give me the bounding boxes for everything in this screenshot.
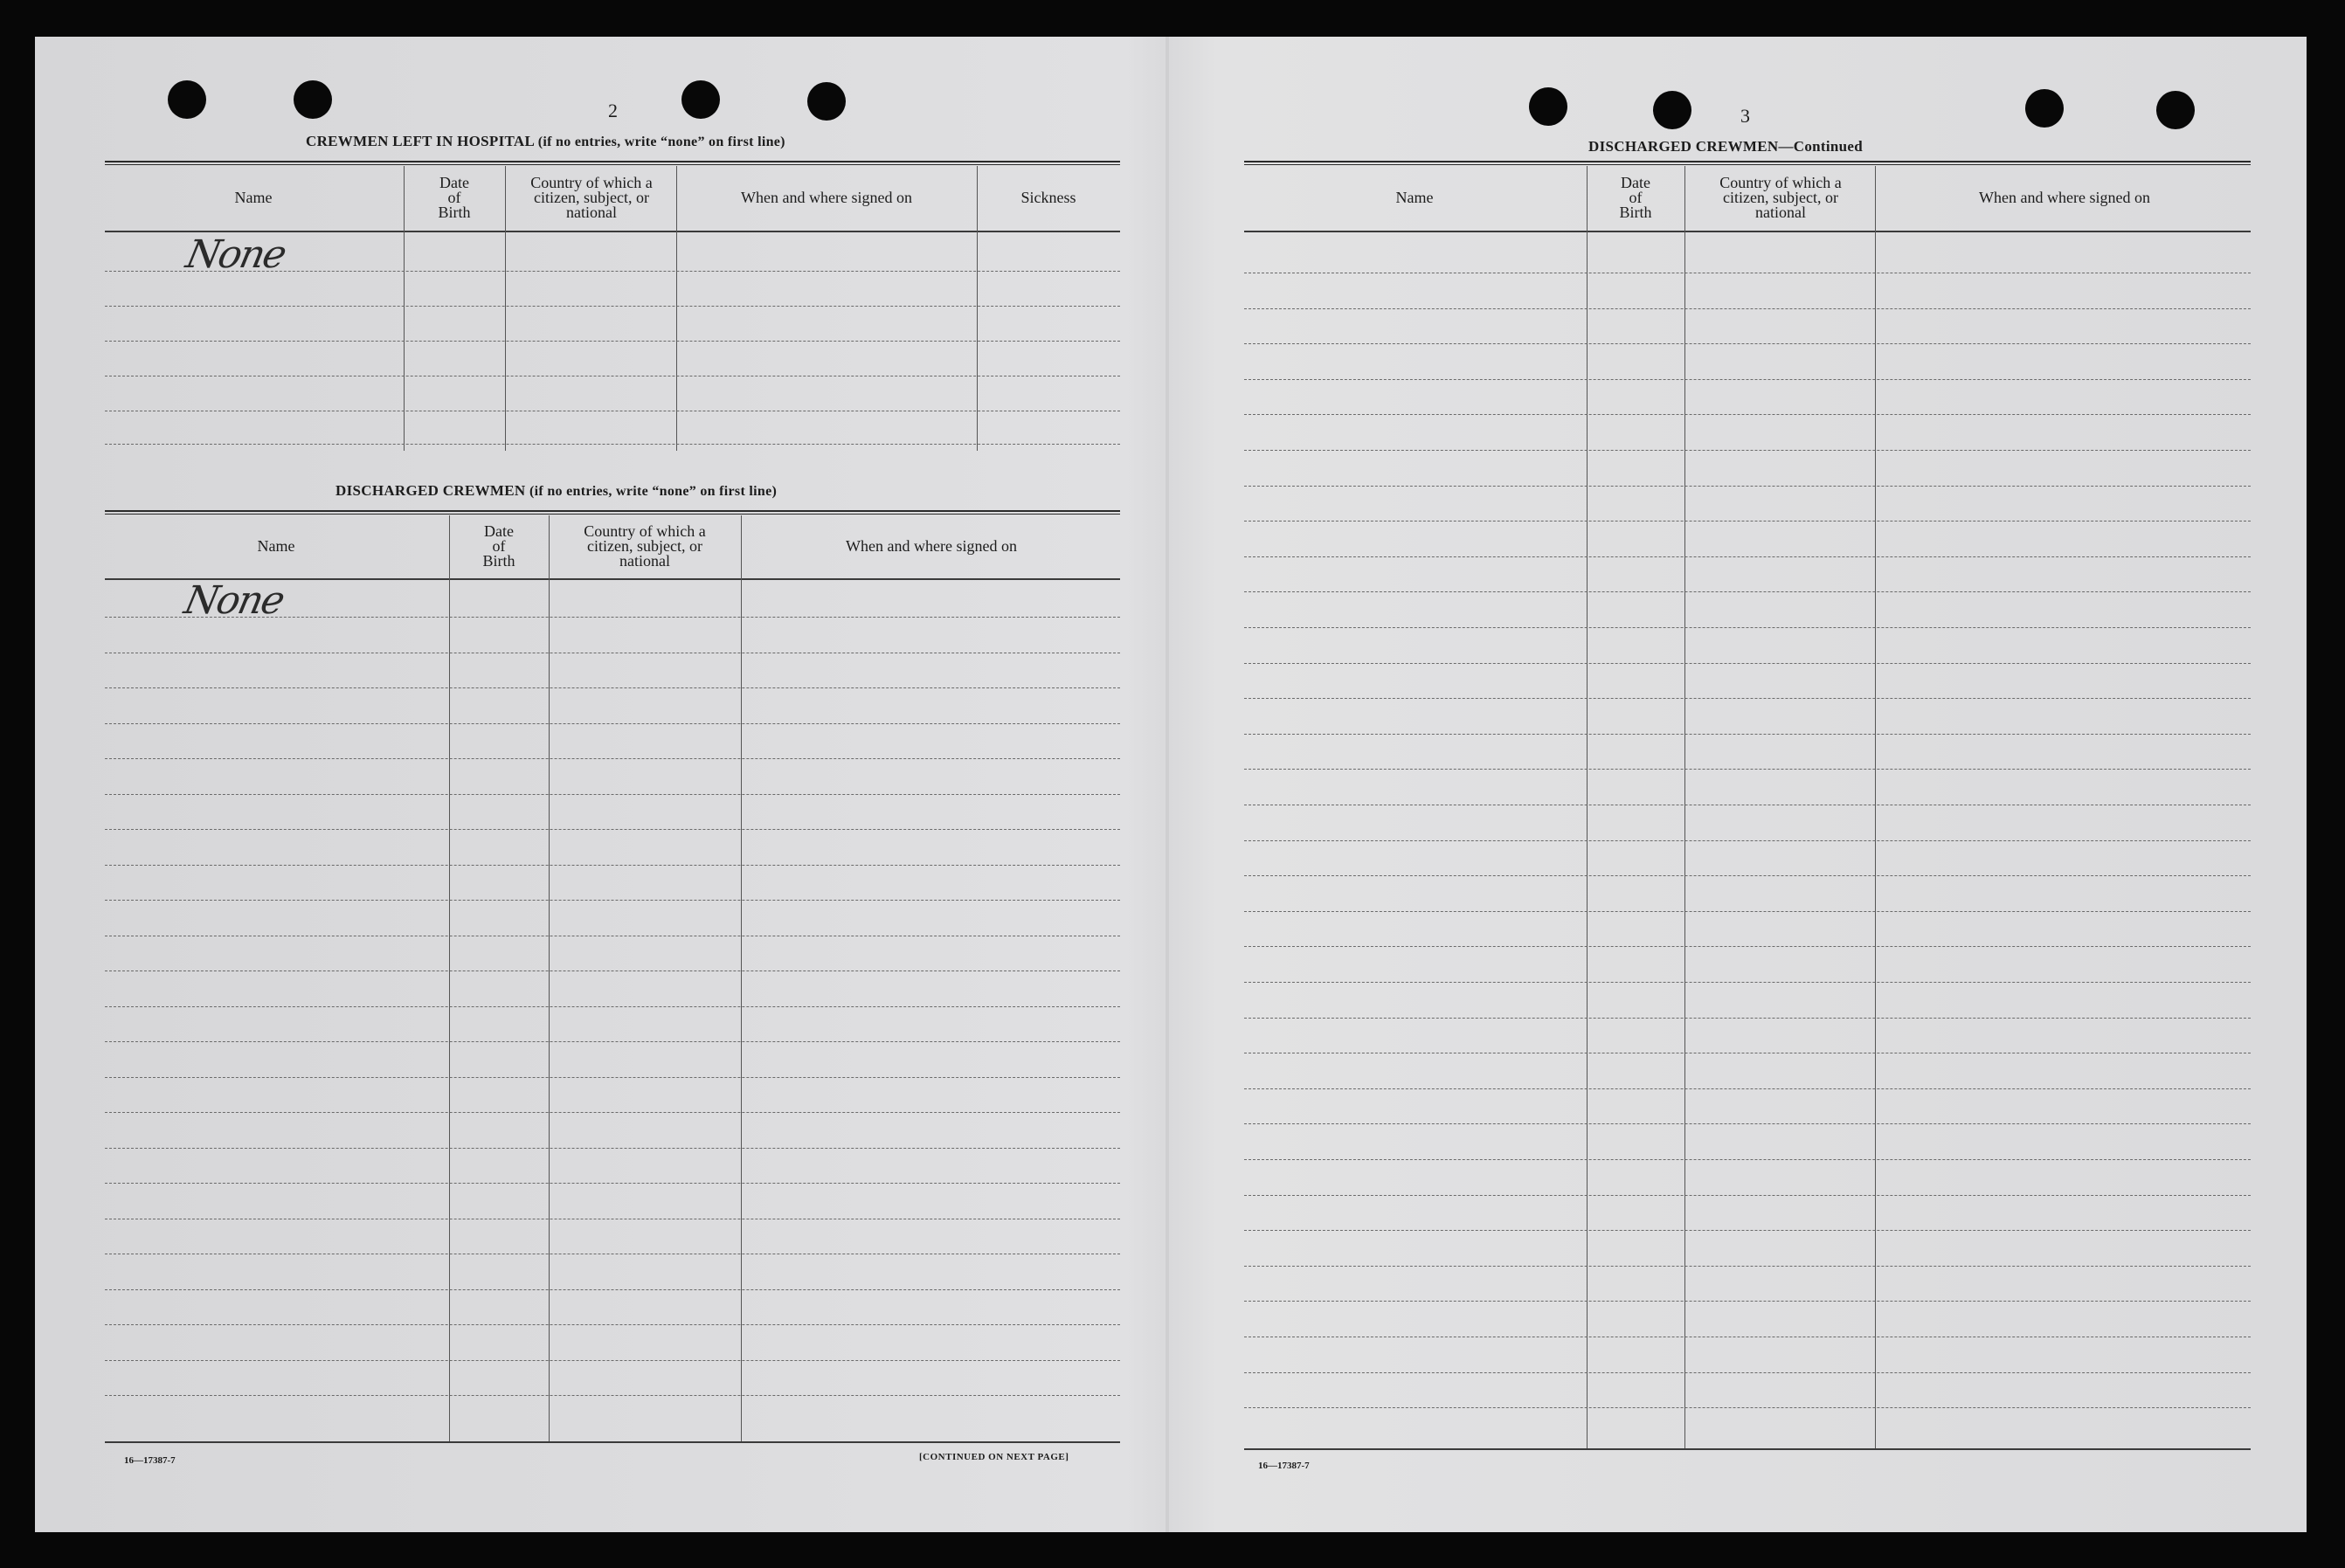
dob-line-1: Date [439, 173, 469, 191]
table-row [1244, 627, 2251, 628]
country-line-2: citizen, subject, or [587, 536, 702, 555]
table-row [105, 900, 1120, 901]
punch-hole [807, 82, 846, 121]
table-row [105, 444, 1120, 445]
dob-line-1: Date [1621, 173, 1650, 191]
hospital-col-signed: When and where signed on [741, 188, 912, 206]
country-line-1: Country of which a [530, 173, 653, 191]
column-divider [549, 515, 550, 1441]
discharged-continued-table [1244, 166, 2251, 1450]
table-row [105, 1148, 1120, 1149]
table-row [1244, 946, 2251, 947]
table-row [1244, 734, 2251, 735]
table-row [105, 1006, 1120, 1007]
right-col-signed: When and where signed on [1979, 188, 2150, 206]
table-row [1244, 556, 2251, 557]
table-row [1244, 379, 2251, 380]
column-divider [1875, 166, 1876, 1448]
table-row [1244, 450, 2251, 451]
table-row [1244, 1372, 2251, 1373]
form-number-left: 16—17387-7 [124, 1455, 176, 1466]
table-row [105, 341, 1120, 342]
discharged-top-rule [105, 510, 1120, 515]
form-number-right: 16—17387-7 [1258, 1461, 1310, 1471]
hospital-section-title [306, 133, 785, 150]
hospital-col-name: Name [234, 188, 273, 206]
punch-hole [294, 80, 332, 119]
table-row [1244, 1195, 2251, 1196]
right-top-rule [1244, 161, 2251, 165]
right-col-dob [1588, 166, 1683, 229]
discharged-continued-title: DISCHARGED CREWMEN—Continued [1588, 138, 1863, 155]
right-header-rule [1244, 231, 2251, 232]
page-number-left: 2 [608, 100, 618, 121]
table-row [1244, 911, 2251, 912]
table-row [1244, 1266, 2251, 1267]
hospital-col-sickness: Sickness [1020, 188, 1076, 206]
dob-line-3: Birth [1619, 203, 1652, 221]
table-row [1244, 698, 2251, 699]
hospital-col-country [507, 166, 676, 229]
table-row [105, 687, 1120, 688]
table-row [105, 758, 1120, 759]
column-divider [505, 166, 506, 451]
country-line-3: national [619, 551, 670, 570]
table-row [1244, 875, 2251, 876]
table-row [1244, 308, 2251, 309]
punch-hole [168, 80, 206, 119]
punch-hole [2156, 91, 2195, 129]
table-row [105, 1112, 1120, 1113]
table-row [105, 1395, 1120, 1396]
table-row [105, 1360, 1120, 1361]
country-line-2: citizen, subject, or [1723, 188, 1838, 206]
country-line-3: national [1755, 203, 1806, 221]
discharged-section-title [335, 482, 777, 500]
table-row [105, 1077, 1120, 1078]
handwritten-entry: None [182, 232, 289, 277]
column-divider [449, 515, 450, 1441]
table-row [1244, 1088, 2251, 1089]
discharged-table [105, 515, 1120, 1443]
country-line-1: Country of which a [584, 522, 706, 540]
page-number-right: 3 [1740, 105, 1750, 127]
table-row [105, 1289, 1120, 1290]
table-row [105, 829, 1120, 830]
table-row [1244, 663, 2251, 664]
discharged-title-text: DISCHARGED CREWMEN [335, 482, 526, 499]
table-row [1244, 1018, 2251, 1019]
country-line-1: Country of which a [1719, 173, 1842, 191]
dob-line-2: of [1629, 188, 1643, 206]
discharged-instruction: (if no entries, write “none” on first line) [529, 484, 778, 499]
punch-hole [2025, 89, 2064, 128]
continued-note: [CONTINUED ON NEXT PAGE] [919, 1452, 1069, 1462]
dob-line-2: of [492, 536, 506, 555]
hospital-top-rule [105, 161, 1120, 165]
table-row [1244, 486, 2251, 487]
punch-hole [1529, 87, 1567, 126]
table-row [1244, 769, 2251, 770]
right-col-country [1686, 166, 1875, 229]
column-divider [741, 515, 742, 1441]
table-row [1244, 343, 2251, 344]
table-row [105, 1183, 1120, 1184]
table-bottom-rule [1244, 1448, 2251, 1450]
table-row [105, 1041, 1120, 1042]
column-divider [977, 166, 978, 451]
table-row [105, 865, 1120, 866]
column-divider [1684, 166, 1685, 1448]
table-row [1244, 1407, 2251, 1408]
table-row [1244, 1159, 2251, 1160]
discharged-col-name: Name [257, 536, 295, 555]
column-divider [404, 166, 405, 451]
table-row [1244, 1230, 2251, 1231]
table-bottom-rule [105, 1441, 1120, 1443]
dob-line-3: Birth [438, 203, 471, 221]
hospital-title-text: CREWMEN LEFT IN HOSPITAL [306, 133, 535, 149]
table-row [105, 306, 1120, 307]
dob-line-1: Date [484, 522, 514, 540]
table-row [1244, 521, 2251, 522]
table-row [1244, 840, 2251, 841]
table-row [1244, 982, 2251, 983]
hospital-instruction: (if no entries, write “none” on first line) [537, 135, 785, 149]
handwritten-entry: None [180, 578, 287, 623]
dob-line-2: of [447, 188, 461, 206]
discharged-col-dob [451, 515, 547, 577]
country-line-3: national [566, 203, 617, 221]
table-row [105, 723, 1120, 724]
table-row [105, 1324, 1120, 1325]
hospital-col-dob [405, 166, 503, 229]
discharged-col-signed: When and where signed on [846, 536, 1017, 555]
dob-line-3: Birth [482, 551, 515, 570]
country-line-2: citizen, subject, or [534, 188, 649, 206]
discharged-col-country [550, 515, 739, 577]
page-fold [1166, 37, 1169, 1532]
table-row [1244, 591, 2251, 592]
table-row [1244, 1123, 2251, 1124]
punch-hole [1653, 91, 1691, 129]
table-row [1244, 414, 2251, 415]
column-divider [1587, 166, 1588, 1448]
right-col-name: Name [1395, 188, 1434, 206]
hospital-table [105, 166, 1120, 454]
table-row [105, 794, 1120, 795]
column-divider [676, 166, 677, 451]
table-row [1244, 1301, 2251, 1302]
punch-hole [681, 80, 720, 119]
